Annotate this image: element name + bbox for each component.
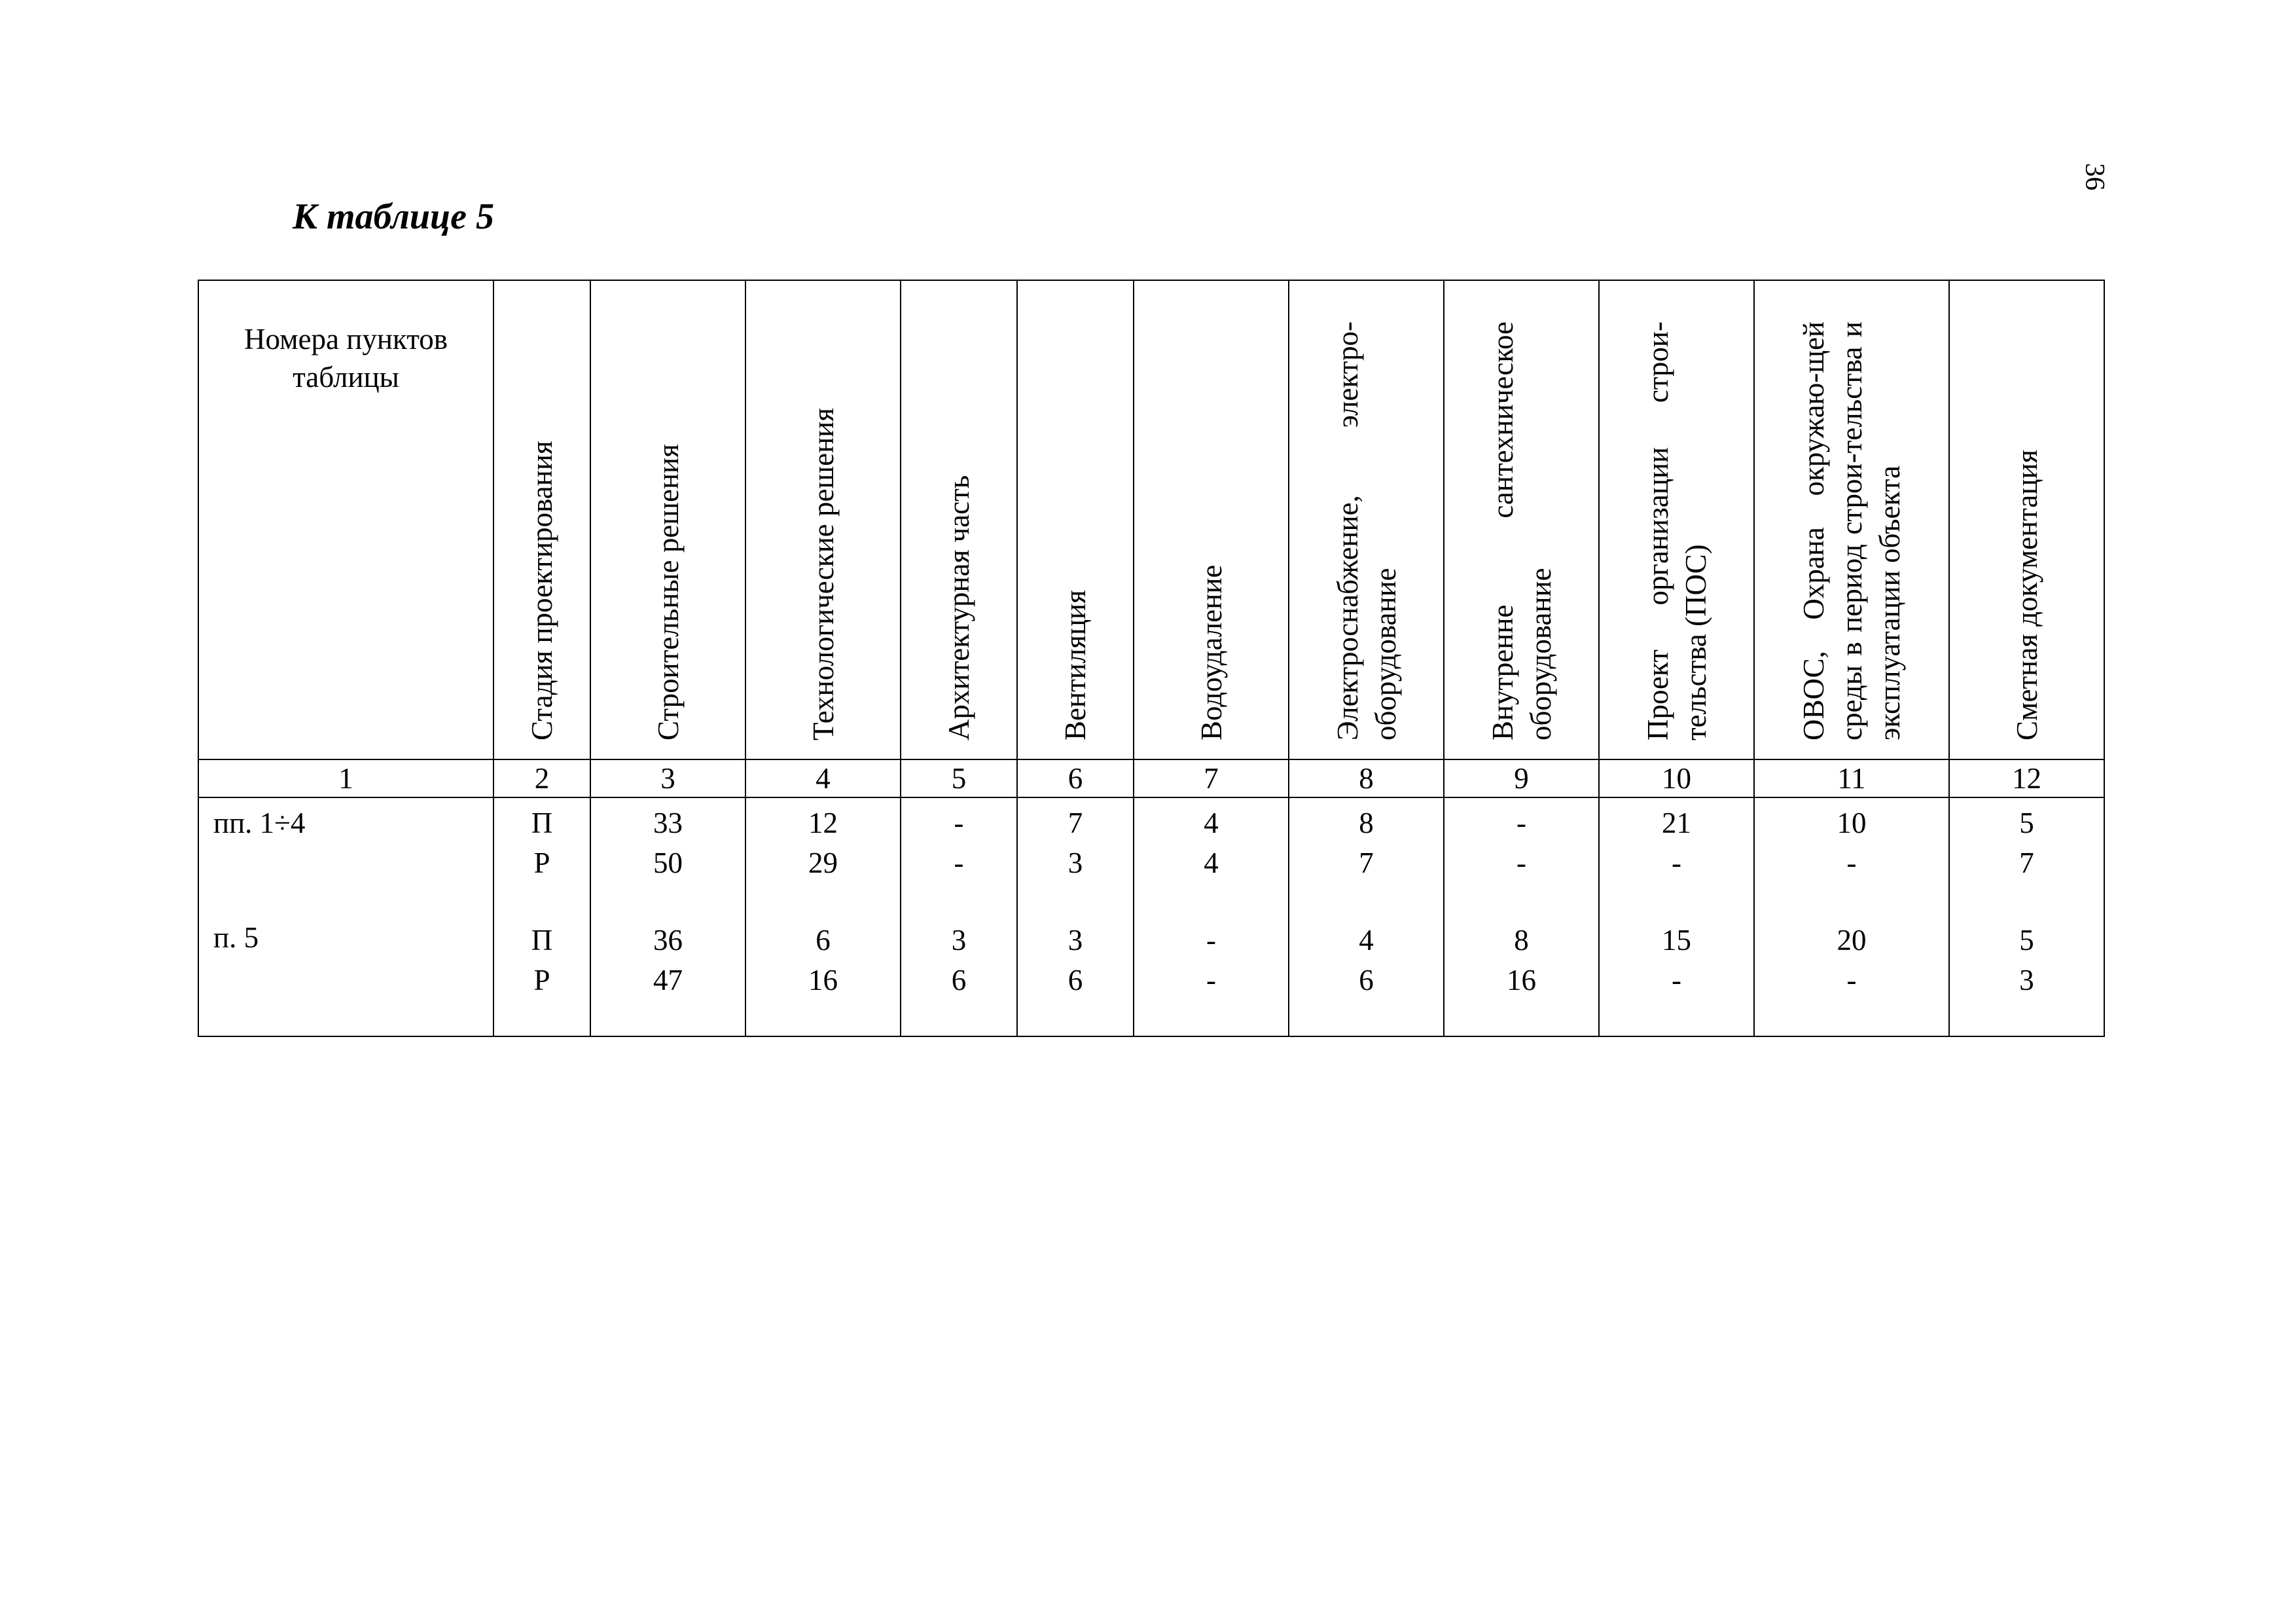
row-labels-cell (198, 797, 493, 1036)
column-number: 2 (493, 759, 590, 797)
value-cell-col3: 33 50 36 47 (590, 797, 745, 1036)
column-number: 10 (1599, 759, 1754, 797)
value-cell-col9: - - 8 16 (1444, 797, 1599, 1036)
column-number: 8 (1289, 759, 1444, 797)
table-caption: К таблице 5 (293, 196, 494, 237)
page-number: 36 (2079, 163, 2109, 191)
column-number: 4 (745, 759, 901, 797)
value-cell-col4: 12 29 6 16 (745, 797, 901, 1036)
column-number: 6 (1017, 759, 1134, 797)
value-cell-col11: 10 - 20 - (1754, 797, 1949, 1036)
data-table (198, 280, 2105, 1037)
row-label: п. 5 (213, 921, 259, 954)
column-number: 12 (1949, 759, 2104, 797)
header-cell-pos: Проект организации строи-тельства (ПОС) (1599, 280, 1754, 759)
header-cell-row-numbers: Номера пунктов таблицы (198, 280, 493, 759)
header-cell-stage: Стадия проектирования (493, 280, 590, 759)
table-body-row (198, 797, 2104, 1036)
row-label: пп. 1÷4 (213, 807, 306, 839)
value-cell-col10: 21 - 15 - (1599, 797, 1754, 1036)
header-cell-technology: Технологические решения (745, 280, 901, 759)
header-cell-electrical: Электроснабжение, электро-оборудование (1289, 280, 1444, 759)
header-cell-drainage: Водоудаление (1134, 280, 1289, 759)
column-number: 5 (901, 759, 1017, 797)
value-cell-col6: 7 3 3 6 (1017, 797, 1134, 1036)
column-number: 9 (1444, 759, 1599, 797)
column-number: 11 (1754, 759, 1949, 797)
header-cell-ventilation: Вентиляция (1017, 280, 1134, 759)
value-cell-col12: 5 7 5 3 (1949, 797, 2104, 1036)
stage-cell: П Р П Р (493, 797, 590, 1036)
header-cell-construction: Строительные решения (590, 280, 745, 759)
column-number: 7 (1134, 759, 1289, 797)
column-number: 1 (198, 759, 493, 797)
header-cell-architecture: Архитектурная часть (901, 280, 1017, 759)
column-number: 3 (590, 759, 745, 797)
header-row (198, 280, 2104, 759)
header-cell-plumbing: Внутренне сантехническое оборудование (1444, 280, 1599, 759)
value-cell-col8: 8 7 4 6 (1289, 797, 1444, 1036)
header-cell-estimate: Сметная документация (1949, 280, 2104, 759)
header-cell-ovos: ОВОС, Охрана окружаю-щей среды в период строи-тельства и эксплуатации объекта (1754, 280, 1949, 759)
value-cell-col5: - - 3 6 (901, 797, 1017, 1036)
value-cell-col7: 4 4 - - (1134, 797, 1289, 1036)
column-number-row (198, 759, 2104, 797)
